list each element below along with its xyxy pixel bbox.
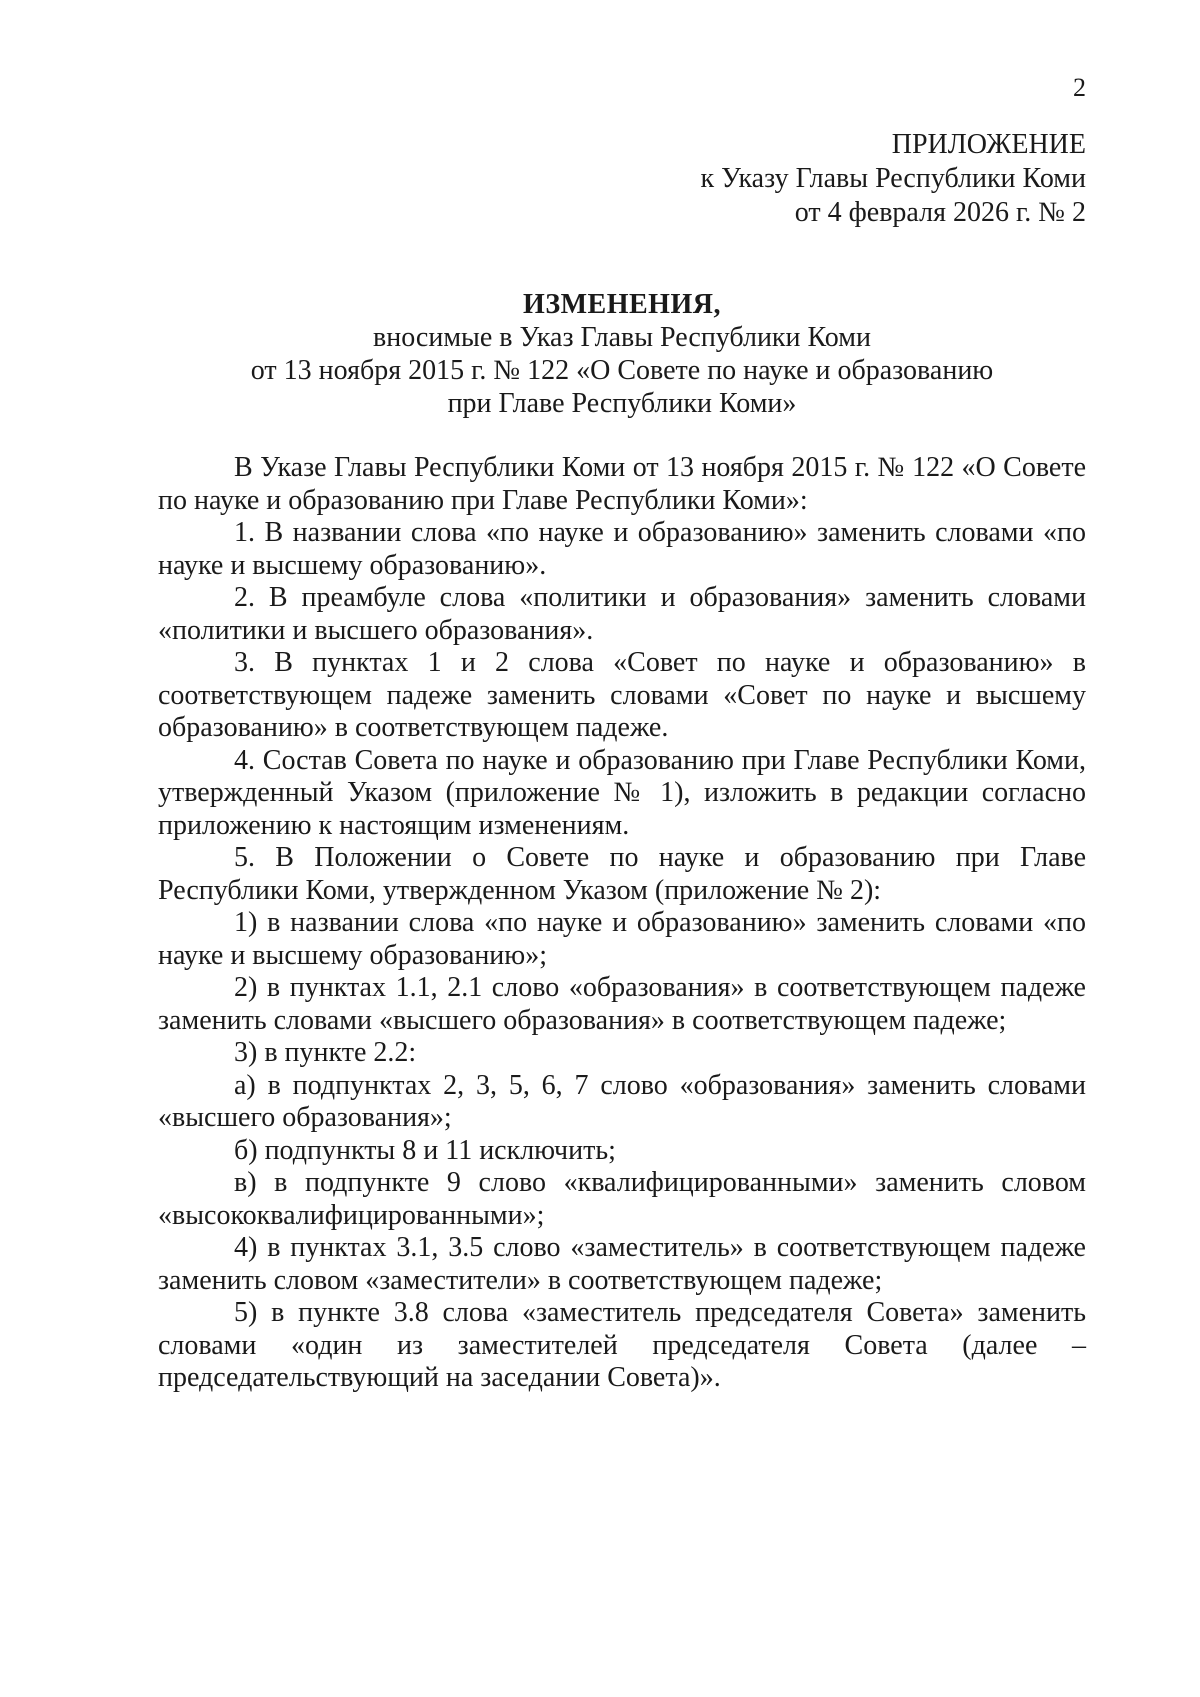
title-line-1: вносимые в Указ Главы Республики Коми xyxy=(373,322,871,353)
title-line-2: от 13 ноября 2015 г. № 122 «О Совете по науке и образованию xyxy=(250,355,994,386)
paragraph-subitem-1: 1) в названии слова «по науке и образованию» заменить словами «по науке и высшему образованию»; xyxy=(158,907,1086,971)
paragraph-subitem-3a: а) в подпунктах 2, 3, 5, 6, 7 слово «образования» заменить словами «высшего образования»; xyxy=(158,1069,1086,1133)
paragraph-subitem-4: 4) в пунктах 3.1, 3.5 слово «заместитель» в соответствующем падеже заменить словом «заместители» в соответствующем падеже; xyxy=(158,1232,1086,1296)
page-number: 2 xyxy=(1073,73,1086,102)
appendix-date-line: от 4 февраля 2026 г. № 2 xyxy=(794,197,1086,228)
document-title xyxy=(158,288,1086,420)
paragraph-subitem-3v: в) в подпункте 9 слово «квалифицированными» заменить словом «высококвалифицированными»; xyxy=(158,1167,1086,1231)
paragraph-intro: В Указе Главы Республики Коми от 13 ноября 2015 г. № 122 «О Совете по науке и образованию при Главе Республики Коми»: xyxy=(158,452,1086,516)
paragraph-item-2: 2. В преамбуле слова «политики и образования» заменить словами «политики и высшего образования». xyxy=(158,582,1086,646)
paragraph-subitem-5: 5) в пункте 3.8 слова «заместитель председателя Совета» заменить словами «один из заместителей председателя Совета (далее – председательствующий на заседании Совета)». xyxy=(158,1297,1086,1393)
paragraph-subitem-3b: б) подпункты 8 и 11 исключить; xyxy=(234,1134,616,1166)
paragraph-item-5: 5. В Положении о Совете по науке и образованию при Главе Республики Коми, утвержденном Указом (приложение № 2): xyxy=(158,842,1086,906)
paragraph-subitem-3: 3) в пункте 2.2: xyxy=(234,1037,417,1068)
title-heading: ИЗМЕНЕНИЯ, xyxy=(523,289,721,320)
document-body xyxy=(158,452,1086,1395)
appendix-header xyxy=(560,128,1086,230)
paragraph-item-3: 3. В пунктах 1 и 2 слова «Совет по науке и образованию» в соответствующем падеже заменить словами «Совет по науке и высшему образованию» в соответствующем падеже. xyxy=(158,647,1086,743)
paragraph-item-4: 4. Состав Совета по науке и образованию при Главе Республики Коми, утвержденный Указом (приложение № 1), изложить в редакции согласно приложению к настоящим изменениям. xyxy=(158,744,1086,841)
paragraph-item-1: 1. В названии слова «по науке и образованию» заменить словами «по науке и высшему образованию». xyxy=(158,517,1086,581)
appendix-decree-line: к Указу Главы Республики Коми xyxy=(700,163,1086,194)
paragraph-subitem-2: 2) в пунктах 1.1, 2.1 слово «образования» в соответствующем падеже заменить словами «высшего образования» в соответствующем падеже; xyxy=(158,972,1086,1036)
title-line-3: при Главе Республики Коми» xyxy=(447,388,797,419)
appendix-label: ПРИЛОЖЕНИЕ xyxy=(891,129,1086,160)
